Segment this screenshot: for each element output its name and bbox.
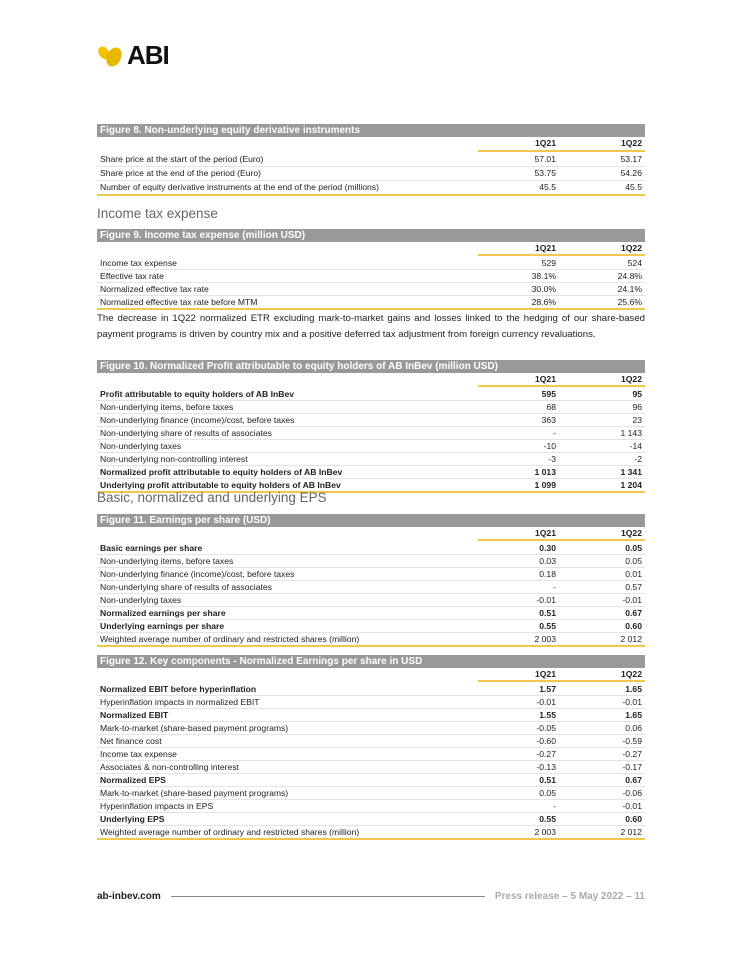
row-value: -3: [548, 454, 556, 464]
row-value: 0.67: [625, 775, 642, 785]
row-value: 38.1%: [531, 271, 556, 281]
figure-title: Figure 11. Earnings per share (USD): [97, 514, 645, 527]
row-value: 1 204: [620, 480, 642, 490]
row-value: 1 013: [534, 467, 556, 477]
figure-12-table: [97, 655, 645, 840]
row-value: -0.59: [622, 736, 642, 746]
row-value: -0.01: [536, 595, 556, 605]
row-value: -0.01: [622, 697, 642, 707]
row-value: -2: [634, 454, 642, 464]
logo-text: ABI: [127, 40, 169, 70]
table-row: [97, 555, 645, 568]
row-value: 23: [632, 415, 642, 425]
table-row: [97, 401, 645, 414]
row-value: -0.60: [536, 736, 556, 746]
figure-9-table: [97, 229, 645, 310]
row-label: Normalized EBIT: [100, 710, 169, 720]
row-value: -: [553, 582, 556, 592]
abi-leaf-icon: [97, 44, 123, 68]
row-value: 1.65: [625, 684, 642, 694]
table-row: [97, 774, 645, 787]
row-value: -10: [543, 441, 556, 451]
row-value: 45.5: [539, 182, 556, 192]
column-header: 1Q21: [534, 528, 556, 538]
footer-website-link[interactable]: ab-inbev.com: [97, 891, 161, 902]
row-value: 0.60: [625, 621, 642, 631]
row-value: 1.65: [625, 710, 642, 720]
row-label: Normalized effective tax rate: [100, 284, 209, 294]
row-label: Mark-to-market (share-based payment programs): [100, 788, 289, 798]
row-label: Normalized profit attributable to equity holders of AB InBev: [100, 467, 343, 477]
row-label: Mark-to-market (share-based payment programs): [100, 723, 289, 733]
row-value: -0.01: [622, 595, 642, 605]
row-label: Hyperinflation impacts in normalized EBIT: [100, 697, 260, 707]
row-value: 24.1%: [617, 284, 642, 294]
eps-heading: Basic, normalized and underlying EPS: [97, 490, 327, 505]
row-value: 28.6%: [531, 297, 556, 307]
row-value: 53.17: [620, 154, 642, 164]
row-value: -0.27: [622, 749, 642, 759]
table-row: [97, 296, 645, 310]
row-value: 2 003: [534, 634, 556, 644]
row-value: -: [553, 428, 556, 438]
table-row: [97, 427, 645, 440]
row-value: -0.01: [536, 697, 556, 707]
row-label: Non-underlying share of results of associates: [100, 582, 272, 592]
column-header-row: [97, 242, 645, 254]
column-header-row: [97, 137, 645, 150]
table-row: [97, 568, 645, 581]
column-header: 1Q22: [620, 243, 642, 253]
row-value: 0.51: [539, 608, 556, 618]
row-value: 53.75: [534, 168, 556, 178]
column-header: 1Q21: [534, 243, 556, 253]
row-value: 96: [632, 402, 642, 412]
table-row: [97, 440, 645, 453]
column-header-spacer: [97, 242, 473, 254]
table-row: [97, 735, 645, 748]
row-value: 95: [632, 389, 642, 399]
column-header-spacer: [97, 668, 473, 680]
row-label: Underlying EPS: [100, 814, 165, 824]
row-value: 1 341: [620, 467, 642, 477]
row-value: 0.06: [625, 723, 642, 733]
row-label: Normalized EBIT before hyperinflation: [100, 684, 257, 694]
row-value: 0.05: [625, 543, 642, 553]
figure-title: Figure 8. Non-underlying equity derivative instruments: [97, 124, 645, 137]
table-row: [97, 167, 645, 181]
table-row: [97, 153, 645, 167]
row-value: -14: [629, 441, 642, 451]
row-value: -0.05: [536, 723, 556, 733]
row-value: 45.5: [625, 182, 642, 192]
row-value: 0.03: [539, 556, 556, 566]
table-row: [97, 181, 645, 196]
column-header: 1Q22: [620, 374, 642, 384]
row-label: Weighted average number of ordinary and restricted shares (million): [100, 827, 360, 837]
column-header-spacer: [97, 527, 473, 539]
row-label: Non-underlying items, before taxes: [100, 556, 234, 566]
row-label: Underlying earnings per share: [100, 621, 225, 631]
table-row: [97, 388, 645, 401]
row-value: 0.55: [539, 621, 556, 631]
footer-divider: [171, 896, 485, 897]
table-row: [97, 257, 645, 270]
row-label: Non-underlying finance (income)/cost, before taxes: [100, 415, 295, 425]
table-row: [97, 633, 645, 647]
row-value: 57.01: [534, 154, 556, 164]
row-value: 1.57: [539, 684, 556, 694]
row-label: Non-underlying non-controlling interest: [100, 454, 248, 464]
row-value: 524: [627, 258, 642, 268]
table-row: [97, 594, 645, 607]
row-label: Underlying profit attributable to equity holders of AB InBev: [100, 480, 341, 490]
column-header-spacer: [97, 137, 473, 150]
column-header-row: [97, 668, 645, 680]
row-value: -0.27: [536, 749, 556, 759]
row-value: 1.55: [539, 710, 556, 720]
row-label: Profit attributable to equity holders of AB InBev: [100, 389, 295, 399]
row-label: Basic earnings per share: [100, 543, 203, 553]
footer: [97, 891, 645, 902]
column-header: 1Q22: [620, 669, 642, 679]
row-label: Number of equity derivative instruments at the end of the period (millions): [100, 182, 379, 192]
income-tax-paragraph: The decrease in 1Q22 normalized ETR excluding mark-to-market gains and losses linked to the hedging of our share-based payment programs is driven by country mix and a positive deferred tax adjustment from foreign currency revaluations.: [97, 313, 645, 340]
table-row: [97, 800, 645, 813]
table-row: [97, 270, 645, 283]
row-value: 0.30: [539, 543, 556, 553]
row-label: Effective tax rate: [100, 271, 164, 281]
row-label: Associates & non-controlling interest: [100, 762, 240, 772]
column-header: 1Q22: [620, 138, 642, 148]
row-value: 529: [541, 258, 556, 268]
row-value: 0.05: [539, 788, 556, 798]
row-value: 0.51: [539, 775, 556, 785]
row-value: -0.13: [536, 762, 556, 772]
income-tax-heading: Income tax expense: [97, 206, 218, 221]
table-row: [97, 581, 645, 594]
table-row: [97, 787, 645, 800]
column-header: 1Q22: [620, 528, 642, 538]
table-row: [97, 283, 645, 296]
row-label: Weighted average number of ordinary and restricted shares (million): [100, 634, 360, 644]
table-row: [97, 722, 645, 735]
figure-10-table: [97, 360, 645, 493]
row-value: 2 012: [620, 827, 642, 837]
abi-logo: [97, 40, 169, 71]
row-value: -0.17: [622, 762, 642, 772]
row-value: 1 099: [534, 480, 556, 490]
row-value: 30.0%: [531, 284, 556, 294]
row-value: 595: [541, 389, 556, 399]
figure-8-table: [97, 124, 645, 196]
row-value: 0.60: [625, 814, 642, 824]
row-label: Non-underlying finance (income)/cost, before taxes: [100, 569, 295, 579]
figure-title: Figure 9. Income tax expense (million USD): [97, 229, 645, 242]
table-row: [97, 466, 645, 479]
row-value: 25.6%: [617, 297, 642, 307]
figure-11-table: [97, 514, 645, 647]
table-row: [97, 607, 645, 620]
row-label: Non-underlying taxes: [100, 441, 182, 451]
row-label: Non-underlying items, before taxes: [100, 402, 234, 412]
row-label: Share price at the end of the period (Euro): [100, 168, 261, 178]
row-value: 54.26: [620, 168, 642, 178]
table-row: [97, 761, 645, 774]
row-label: Income tax expense: [100, 749, 177, 759]
row-value: 0.57: [625, 582, 642, 592]
table-row: [97, 709, 645, 722]
row-value: 2 003: [534, 827, 556, 837]
table-row: [97, 542, 645, 555]
figure-title: Figure 12. Key components - Normalized Earnings per share in USD: [97, 655, 645, 668]
row-label: Share price at the start of the period (Euro): [100, 154, 264, 164]
row-value: 0.67: [625, 608, 642, 618]
table-row: [97, 748, 645, 761]
column-header-row: [97, 373, 645, 385]
row-value: -0.01: [622, 801, 642, 811]
footer-release-info: Press release – 5 May 2022 – 11: [494, 891, 645, 902]
row-value: 0.01: [625, 569, 642, 579]
row-value: 0.55: [539, 814, 556, 824]
row-value: 1 143: [620, 428, 642, 438]
row-label: Non-underlying share of results of associates: [100, 428, 272, 438]
table-row: [97, 414, 645, 427]
column-header: 1Q21: [534, 669, 556, 679]
column-header-spacer: [97, 373, 473, 385]
row-value: -: [553, 801, 556, 811]
row-label: Non-underlying taxes: [100, 595, 182, 605]
row-value: 68: [546, 402, 556, 412]
row-label: Normalized earnings per share: [100, 608, 226, 618]
row-value: 24.8%: [617, 271, 642, 281]
figure-title: Figure 10. Normalized Profit attributable to equity holders of AB InBev (million USD): [97, 360, 645, 373]
table-row: [97, 813, 645, 826]
row-label: Net finance cost: [100, 736, 162, 746]
row-label: Income tax expense: [100, 258, 177, 268]
row-label: Normalized EPS: [100, 775, 166, 785]
column-header: 1Q21: [534, 374, 556, 384]
table-row: [97, 453, 645, 466]
row-value: 0.18: [539, 569, 556, 579]
row-value: 2 012: [620, 634, 642, 644]
table-row: [97, 620, 645, 633]
table-row: [97, 696, 645, 709]
row-value: 363: [541, 415, 556, 425]
row-label: Hyperinflation impacts in EPS: [100, 801, 214, 811]
row-value: 0.05: [625, 556, 642, 566]
row-value: -0.06: [622, 788, 642, 798]
table-row: [97, 683, 645, 696]
row-label: Normalized effective tax rate before MTM: [100, 297, 258, 307]
table-row: [97, 826, 645, 840]
column-header-row: [97, 527, 645, 539]
column-header: 1Q21: [534, 138, 556, 148]
